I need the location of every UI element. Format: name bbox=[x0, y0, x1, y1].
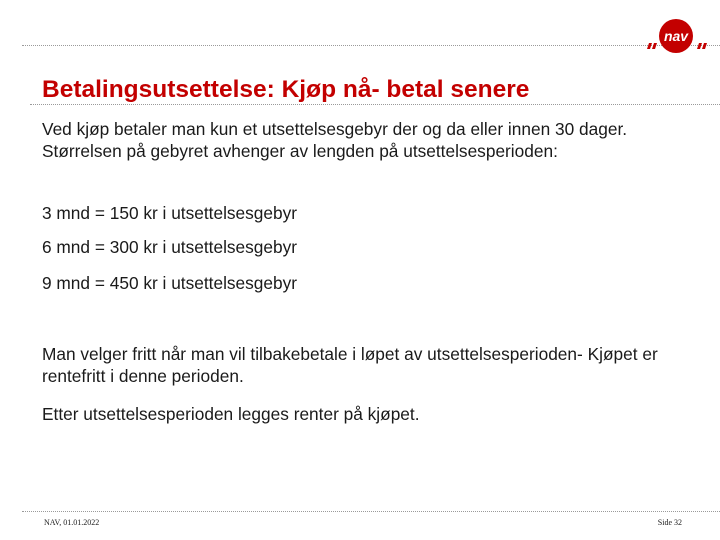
intro-paragraph: Ved kjøp betaler man kun et utsettelsesgebyr der og da eller innen 30 dager. Størrelsen på gebyret avhenger av lengden på utsettelsesperioden: bbox=[42, 119, 628, 161]
svg-text:nav: nav bbox=[663, 28, 689, 44]
fee-item: 6 mnd = 300 kr i utsettelsesgebyr bbox=[42, 237, 298, 257]
fee-item: 3 mnd = 150 kr i utsettelsesgebyr bbox=[42, 203, 298, 223]
interest-paragraph: Etter utsettelsesperioden legges renter på kjøpet. bbox=[42, 404, 420, 424]
page-number: Side 32 bbox=[657, 518, 682, 527]
fee-item: 9 mnd = 450 kr i utsettelsesgebyr bbox=[42, 273, 298, 293]
top-divider bbox=[22, 45, 720, 46]
slide-title: Betalingsutsettelse: Kjøp nå- betal senere bbox=[42, 76, 530, 103]
repayment-paragraph: Man velger fritt når man vil tilbakebetale i løpet av utsettelsesperioden- Kjøpet er rentefritt i denne perioden. bbox=[42, 344, 658, 386]
title-divider bbox=[30, 104, 720, 105]
footer-divider bbox=[22, 511, 720, 512]
footer-date: NAV, 01.01.2022 bbox=[44, 518, 100, 527]
nav-logo bbox=[646, 16, 710, 56]
